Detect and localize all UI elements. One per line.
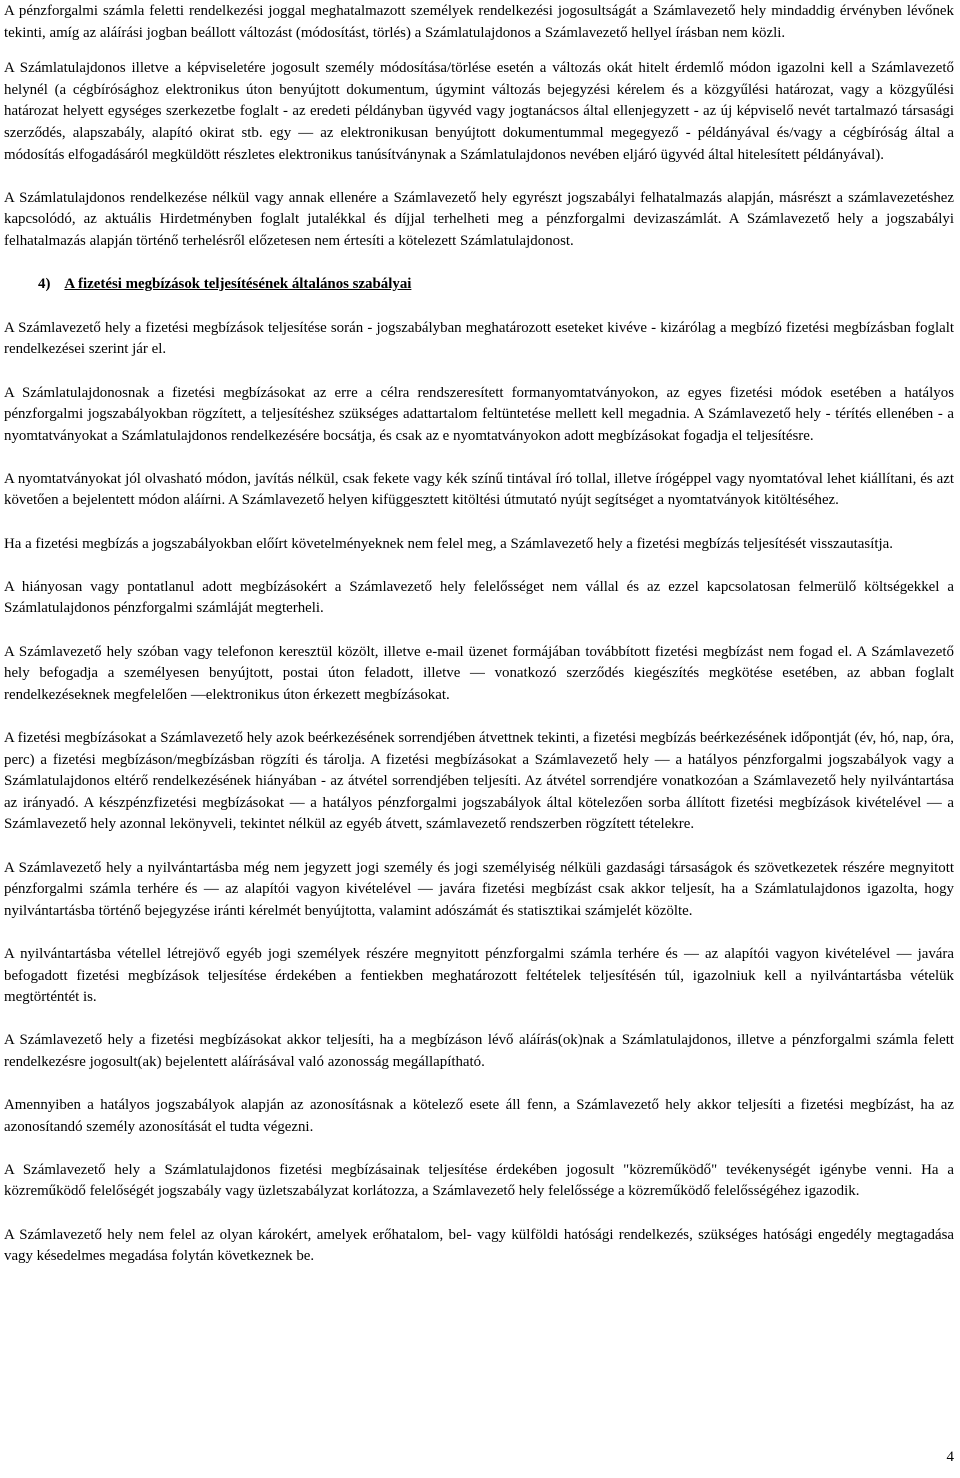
paragraph: Amennyiben a hatályos jogszabályok alapján az azonosításnak a kötelező esete áll fenn, a Számlavezető hely akkor teljesíti a fizetési megbízást, ha az azonosítandó személy azonosítását el tudta végezni.: [4, 1097, 954, 1135]
page-number: 4: [946, 1449, 954, 1465]
paragraph: Ha a fizetési megbízás a jogszabályokban előírt követelményeknek nem felel meg, a Számlavezető hely a fizetési megbízás teljesítését visszautasítja.: [4, 535, 893, 552]
paragraph: A Számlavezető hely a Számlatulajdonos fizetési megbízásainak teljesítése érdekében jogosult "közreműködő" tevékenységét igénybe venni. Ha a közreműködő felelőségét jogszabály vagy üzletszabályzat korlátozza, a Számlavezető hely felelőssége a közreműködő felelősségéhez igazodik.: [4, 1161, 954, 1200]
paragraph: A Számlavezető hely nem felel az olyan károkért, amelyek erőhatalom, bel- vagy külföldi hatósági rendelkezés, szükséges hatósági engedély megtagadása vagy késedelmes megadása folytán következnek be.: [4, 1226, 954, 1265]
section-title: A fizetési megbízások teljesítésének általános szabályai: [64, 276, 412, 293]
paragraph: A Számlavezető hely a fizetési megbízásokat akkor teljesíti, ha a megbízáson lévő aláírás(ok)nak a Számlatulajdonos, illetve a pénzforgalmi számla felett rendelkezésre jogosult(ak) bejelentett aláírásával való azonosság megállapítható.: [4, 1032, 954, 1070]
section-number: 4): [38, 276, 51, 293]
page-content: [4, 1, 954, 1289]
section-heading: [38, 274, 954, 296]
paragraph: A nyomtatványokat jól olvasható módon, javítás nélkül, csak fekete vagy kék színű tintával író tollal, illetve írógéppel vagy nyomtatóval lehet kiállítani, és azt követően a bejelentett módon aláírni. A Számlavezető helyen kifüggesztett kitöltési útmutató nyújt segítséget a nyomtatványok kitöltéséhez.: [4, 470, 954, 509]
paragraph: A fizetési megbízásokat a Számlavezető hely azok beérkezésének sorrendjében átvettnek tekinti, a fizetési megbízás beérkezésének időpontját (év, hó, nap, óra, perc) a fizetési megbízáson/megbízásban rögzíti és tárolja. A fizetési megbízásokat a Számlavezető hely — a hatályos pénzforgalmi jogszabályok vagy a Számlatulajdonos eltérő rendelkezésének hiányában - az átvétel sorrendjében teljesíti. Az átvétel sorrendjére vonatkozóan a Számlavezető hely nyilvántartása az irányadó. A készpénzfizetési megbízásokat — a hatályos pénzforgalmi jogszabályok által kötelezően sorba állított fizetési megbízások kivételével — a Számlavezető hely azonnal lekönyveli, tekintet nélkül az egyéb átvett, számlavezető rendszerben rögzített tételekre.: [4, 730, 954, 833]
paragraph: A Számlavezető hely szóban vagy telefonon keresztül közölt, illetve e-mail üzenet formájában továbbított fizetési megbízást nem fogad el. A Számlavezető hely befogadja a személyesen benyújtott, postai úton feladott, illetve — vonatkozó szerződés kiegészítés megkötése esetében, az abban foglalt rendelkezéseknek megfelelően —elektronikus úton érkezett megbízásokat.: [4, 643, 954, 703]
paragraph: A pénzforgalmi számla feletti rendelkezési joggal meghatalmazott személyek rendelkezési jogosultságát a Számlavezető hely mindaddig érvényben lévőnek tekinti, amíg az aláírási jogban beállott változást (módosítást, törlés) a Számlatulajdonos a Számlavezető hellyel írásban nem közli.: [4, 3, 954, 41]
paragraph: A nyilvántartásba vétellel létrejövő egyéb jogi személyek részére megnyitott pénzforgalmi számla terhére és — az alapítói vagyon kivételével — javára befogadott fizetési megbízások teljesítése érdekében a fentiekben meghatározott feltételek teljesítésén túl, igazolniuk kell a nyilvántartásba vételük megtörténtét is.: [4, 945, 954, 1006]
paragraph: A Számlatulajdonos rendelkezése nélkül vagy annak ellenére a Számlavezető hely egyrészt jogszabályi felhatalmazás alapján, másrészt a számlavezetéshez kapcsolódó, az aktuális Hirdetményben foglalt jutalékkal és díjjal terhelheti meg a pénzforgalmi devizaszámlát. A Számlavezető hely a jogszabályi felhatalmazás alapján történő terhelésről előzetesen nem értesíti a kötelezett Számlatulajdonost.: [4, 189, 954, 249]
paragraph: A Számlatulajdonos illetve a képviseletére jogosult személy módosítása/törlése esetén a változás okát hitelt érdemlő módon igazolni kell a Számlavezető helynél (a cégbírósághoz elektronikus úton benyújtott dokumentum, úgymint változás bejegyzési kérelem és a közgyűlési határozat, vagy a közgyűlési határozat helyett egységes szerkezetbe foglalt - az eredeti példányban ügyvéd vagy jogtanácsos által ellenjegyzett - az új képviselő nevét tartalmazó társasági szerződés, alapszabály, alapító okirat stb. egy — az elektronikusan benyújtott dokumentummal megegyező - példányával és/vagy a cégbíróság által a módosítás elfogadásáról megküldött részletes elektronikus tanúsítványnak a Számlatulajdonos nevében eljáró ügyvéd által hitelesített példányával).: [4, 60, 954, 163]
paragraph: A hiányosan vagy pontatlanul adott megbízásokért a Számlavezető hely felelősséget nem vállal és az ezzel kapcsolatosan felmerülő költségekkel a Számlatulajdonos pénzforgalmi számláját megterheli.: [4, 578, 954, 617]
paragraph: A Számlavezető hely a fizetési megbízások teljesítése során - jogszabályban meghatározott eseteket kivéve - kizárólag a megbízó fizetési megbízásban foglalt rendelkezései szerint jár el.: [4, 319, 954, 358]
paragraph: A Számlavezető hely a nyilvántartásba még nem jegyzett jogi személy és jogi személyiség nélküli gazdasági társaságok és szövetkezetek részére megnyitott pénzforgalmi számla terhére és — az alapítói vagyon kivételével — javára fizetési megbízást csak akkor teljesít, ha a Számlatulajdonos igazolta, hogy nyilvántartásba történő bejegyzése iránti kérelmét benyújtotta, valamint adószámát és statisztikai számjelét közölte.: [4, 859, 954, 919]
paragraph: A Számlatulajdonosnak a fizetési megbízásokat az erre a célra rendszeresített formanyomtatványokon, az egyes fizetési módok esetében a hatályos pénzforgalmi jogszabályokban rögzített, a teljesítéshez szükséges adattartalom feltüntetése mellett kell megadnia. A Számlavezető hely - térítés ellenében - a nyomtatványokat a Számlatulajdonos rendelkezésére bocsátja, és csak az e nyomtatványokon adott megbízásokat fogadja el teljesítésre.: [4, 384, 954, 444]
